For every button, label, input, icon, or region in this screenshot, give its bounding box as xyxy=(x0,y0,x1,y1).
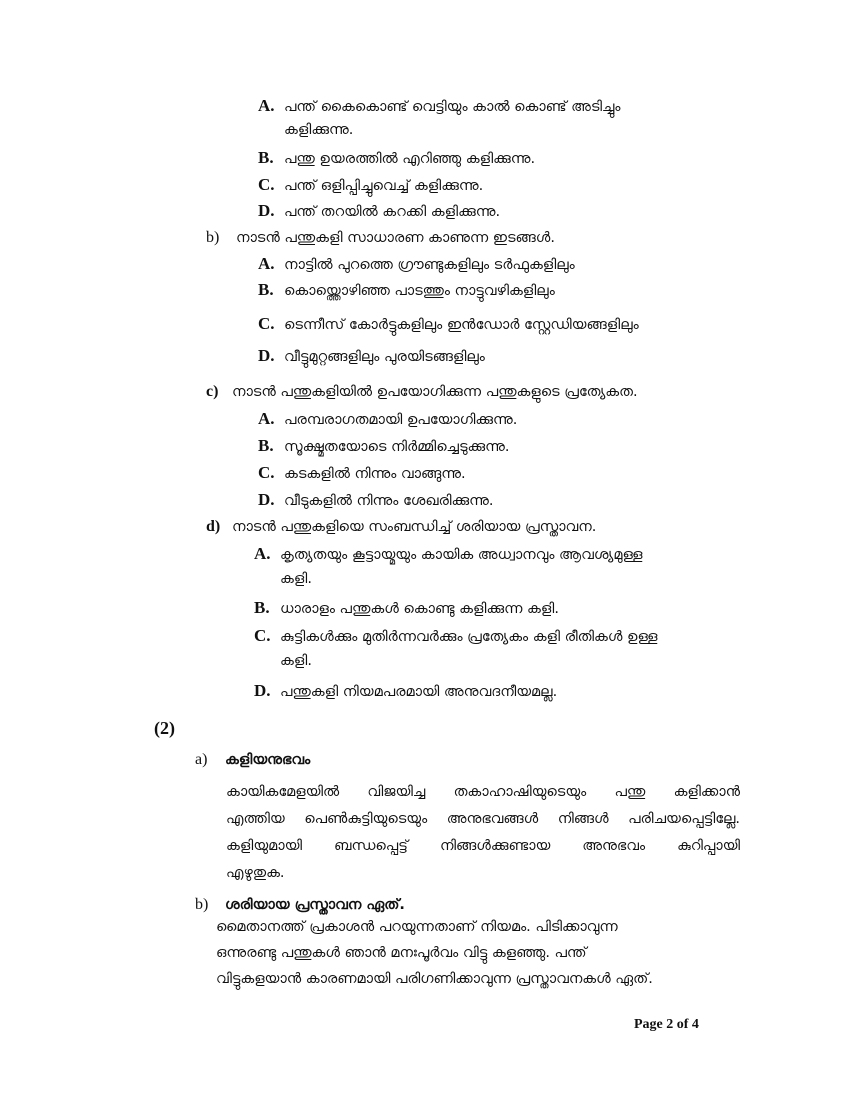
option-c xyxy=(258,463,466,483)
part-b-line: വിട്ടുകളയാൻ കാരണമായി പരിഗണിക്കാവുന്ന പ്രസ്താവനകൾ ഏത്. xyxy=(216,971,653,987)
part-a-heading xyxy=(195,749,310,769)
question-text: നാടൻ പന്തുകളി സാധാരണ കാണുന്ന ഇടങ്ങൾ. xyxy=(236,230,555,246)
option-continuation: കളിക്കുന്നു. xyxy=(284,122,354,138)
option-text: പന്ത് തറയിൽ കറക്കി കളിക്കുന്നു. xyxy=(284,204,501,220)
part-label: b) xyxy=(195,896,209,913)
question-text: നാടൻ പന്തുകളിയിൽ ഉപയോഗിക്കുന്ന പന്തുകളുടെ പ്രത്യേകത. xyxy=(232,384,638,400)
paragraph-line: കളിയുമായി ബന്ധപ്പെട്ട് നിങ്ങൾക്കുണ്ടായ അനുഭവം കുറിപ്പായി xyxy=(226,838,740,854)
option-letter: C. xyxy=(254,626,271,645)
option-d xyxy=(254,681,557,701)
option-letter: C. xyxy=(258,175,275,194)
option-text: സൂക്ഷ്മതയോടെ നിർമ്മിച്ചെടുക്കുന്നു. xyxy=(284,439,510,455)
paragraph-line: എഴുതുക. xyxy=(226,865,285,881)
page-number: Page 2 of 4 xyxy=(634,1017,699,1032)
option-b xyxy=(254,598,559,618)
option-a xyxy=(258,409,517,429)
option-text: നാട്ടിൽ പുറത്തെ ഗ്രൗണ്ടുകളിലും ടർഫുകളിലും xyxy=(284,257,575,273)
option-c xyxy=(258,314,639,334)
option-text: കൃത്യതയും കൂട്ടായ്മയും കായിക അധ്വാനവും ആവശ്യമുള്ള xyxy=(280,547,643,563)
section-number: (2) xyxy=(154,718,175,738)
option-continuation: കളി. xyxy=(280,653,312,669)
option-text: പരമ്പരാഗതമായി ഉപയോഗിക്കുന്നു. xyxy=(284,412,518,428)
option-d xyxy=(258,201,500,221)
option-letter: C. xyxy=(258,463,275,482)
part-b-heading xyxy=(195,894,405,914)
option-letter: C. xyxy=(258,314,275,333)
option-letter: B. xyxy=(258,436,274,455)
option-text: കൊയ്ത്തൊഴിഞ്ഞ പാടത്തും നാട്ടുവഴികളിലും xyxy=(284,283,555,299)
option-letter: D. xyxy=(258,201,275,220)
option-c xyxy=(254,626,657,646)
part-title: കളിയനുഭവം xyxy=(225,752,311,768)
option-letter: B. xyxy=(258,280,274,299)
option-text: വീടുകളിൽ നിന്നും ശേഖരിക്കുന്നു. xyxy=(284,493,494,509)
option-letter: D. xyxy=(258,490,275,509)
option-text: ധാരാളം പന്തുകൾ കൊണ്ടു കളിക്കുന്ന കളി. xyxy=(280,601,559,617)
option-text: പന്തുകളി നിയമപരമായി അനുവദനീയമല്ല. xyxy=(280,684,558,700)
option-letter: A. xyxy=(258,96,275,115)
option-text: പന്ത് ഒളിപ്പിച്ചുവെച്ച് കളിക്കുന്നു. xyxy=(284,178,484,194)
option-letter: D. xyxy=(254,681,271,700)
part-label: a) xyxy=(195,751,208,768)
option-letter: A. xyxy=(254,544,271,563)
option-letter: D. xyxy=(258,346,275,365)
option-letter: A. xyxy=(258,254,275,273)
question-label: b) xyxy=(206,229,220,246)
paragraph-line: കായികമേളയിൽ വിജയിച്ച തകാഹാഷിയുടെയും പന്തു കളിക്കാൻ xyxy=(226,784,740,800)
option-b xyxy=(258,436,509,456)
option-a xyxy=(254,544,642,564)
option-text: പന്ത് കൈകൊണ്ട് വെട്ടിയും കാൽ കൊണ്ട് അടിച്ചും xyxy=(284,99,621,115)
option-text: കടകളിൽ നിന്നും വാങ്ങുന്നു. xyxy=(284,466,466,482)
question-c xyxy=(206,381,638,401)
option-d xyxy=(258,490,494,510)
part-title: ശരിയായ പ്രസ്താവന ഏത്. xyxy=(225,897,405,913)
question-label: d) xyxy=(206,518,221,535)
option-text: പന്തു ഉയരത്തിൽ എറിഞ്ഞു കളിക്കുന്നു. xyxy=(284,151,536,167)
option-c xyxy=(258,175,483,195)
option-text: ടെന്നീസ് കോർട്ടുകളിലും ഇൻഡോർ സ്റ്റേഡിയങ്ങളിലും xyxy=(284,317,639,333)
option-b xyxy=(258,280,555,300)
paragraph-line: എത്തിയ പെൺകുട്ടിയുടെയും അനുഭവങ്ങൾ നിങ്ങൾ പരിചയപ്പെട്ടില്ലേ. xyxy=(226,811,740,827)
option-a xyxy=(258,96,620,116)
question-d xyxy=(206,516,596,536)
option-letter: B. xyxy=(258,148,274,167)
part-b-line: മൈതാനത്ത് പ്രകാശൻ പറയുന്നതാണ് നിയമം. പിടിക്കാവുന്ന xyxy=(216,919,618,935)
option-d xyxy=(258,346,485,366)
part-a-paragraph xyxy=(226,779,740,887)
part-b-line: ഒന്നുരണ്ടു പന്തുകൾ ഞാൻ മനഃപൂർവം വിട്ടു കളഞ്ഞു. പന്ത് xyxy=(216,945,587,961)
option-a xyxy=(258,254,575,274)
question-label: c) xyxy=(206,383,219,400)
option-continuation: കളി. xyxy=(280,571,312,587)
option-text: കുട്ടികൾക്കും മുതിർന്നവർക്കും പ്രത്യേകം കളി രീതികൾ ഉള്ള xyxy=(280,629,658,645)
option-text: വീട്ടുമുറ്റങ്ങളിലും പുരയിടങ്ങളിലും xyxy=(284,349,485,365)
question-b xyxy=(206,227,555,247)
option-b xyxy=(258,148,535,168)
option-letter: A. xyxy=(258,409,275,428)
question-text: നാടൻ പന്തുകളിയെ സംബന്ധിച്ച് ശരിയായ പ്രസ്താവന. xyxy=(232,519,597,535)
option-letter: B. xyxy=(254,598,270,617)
